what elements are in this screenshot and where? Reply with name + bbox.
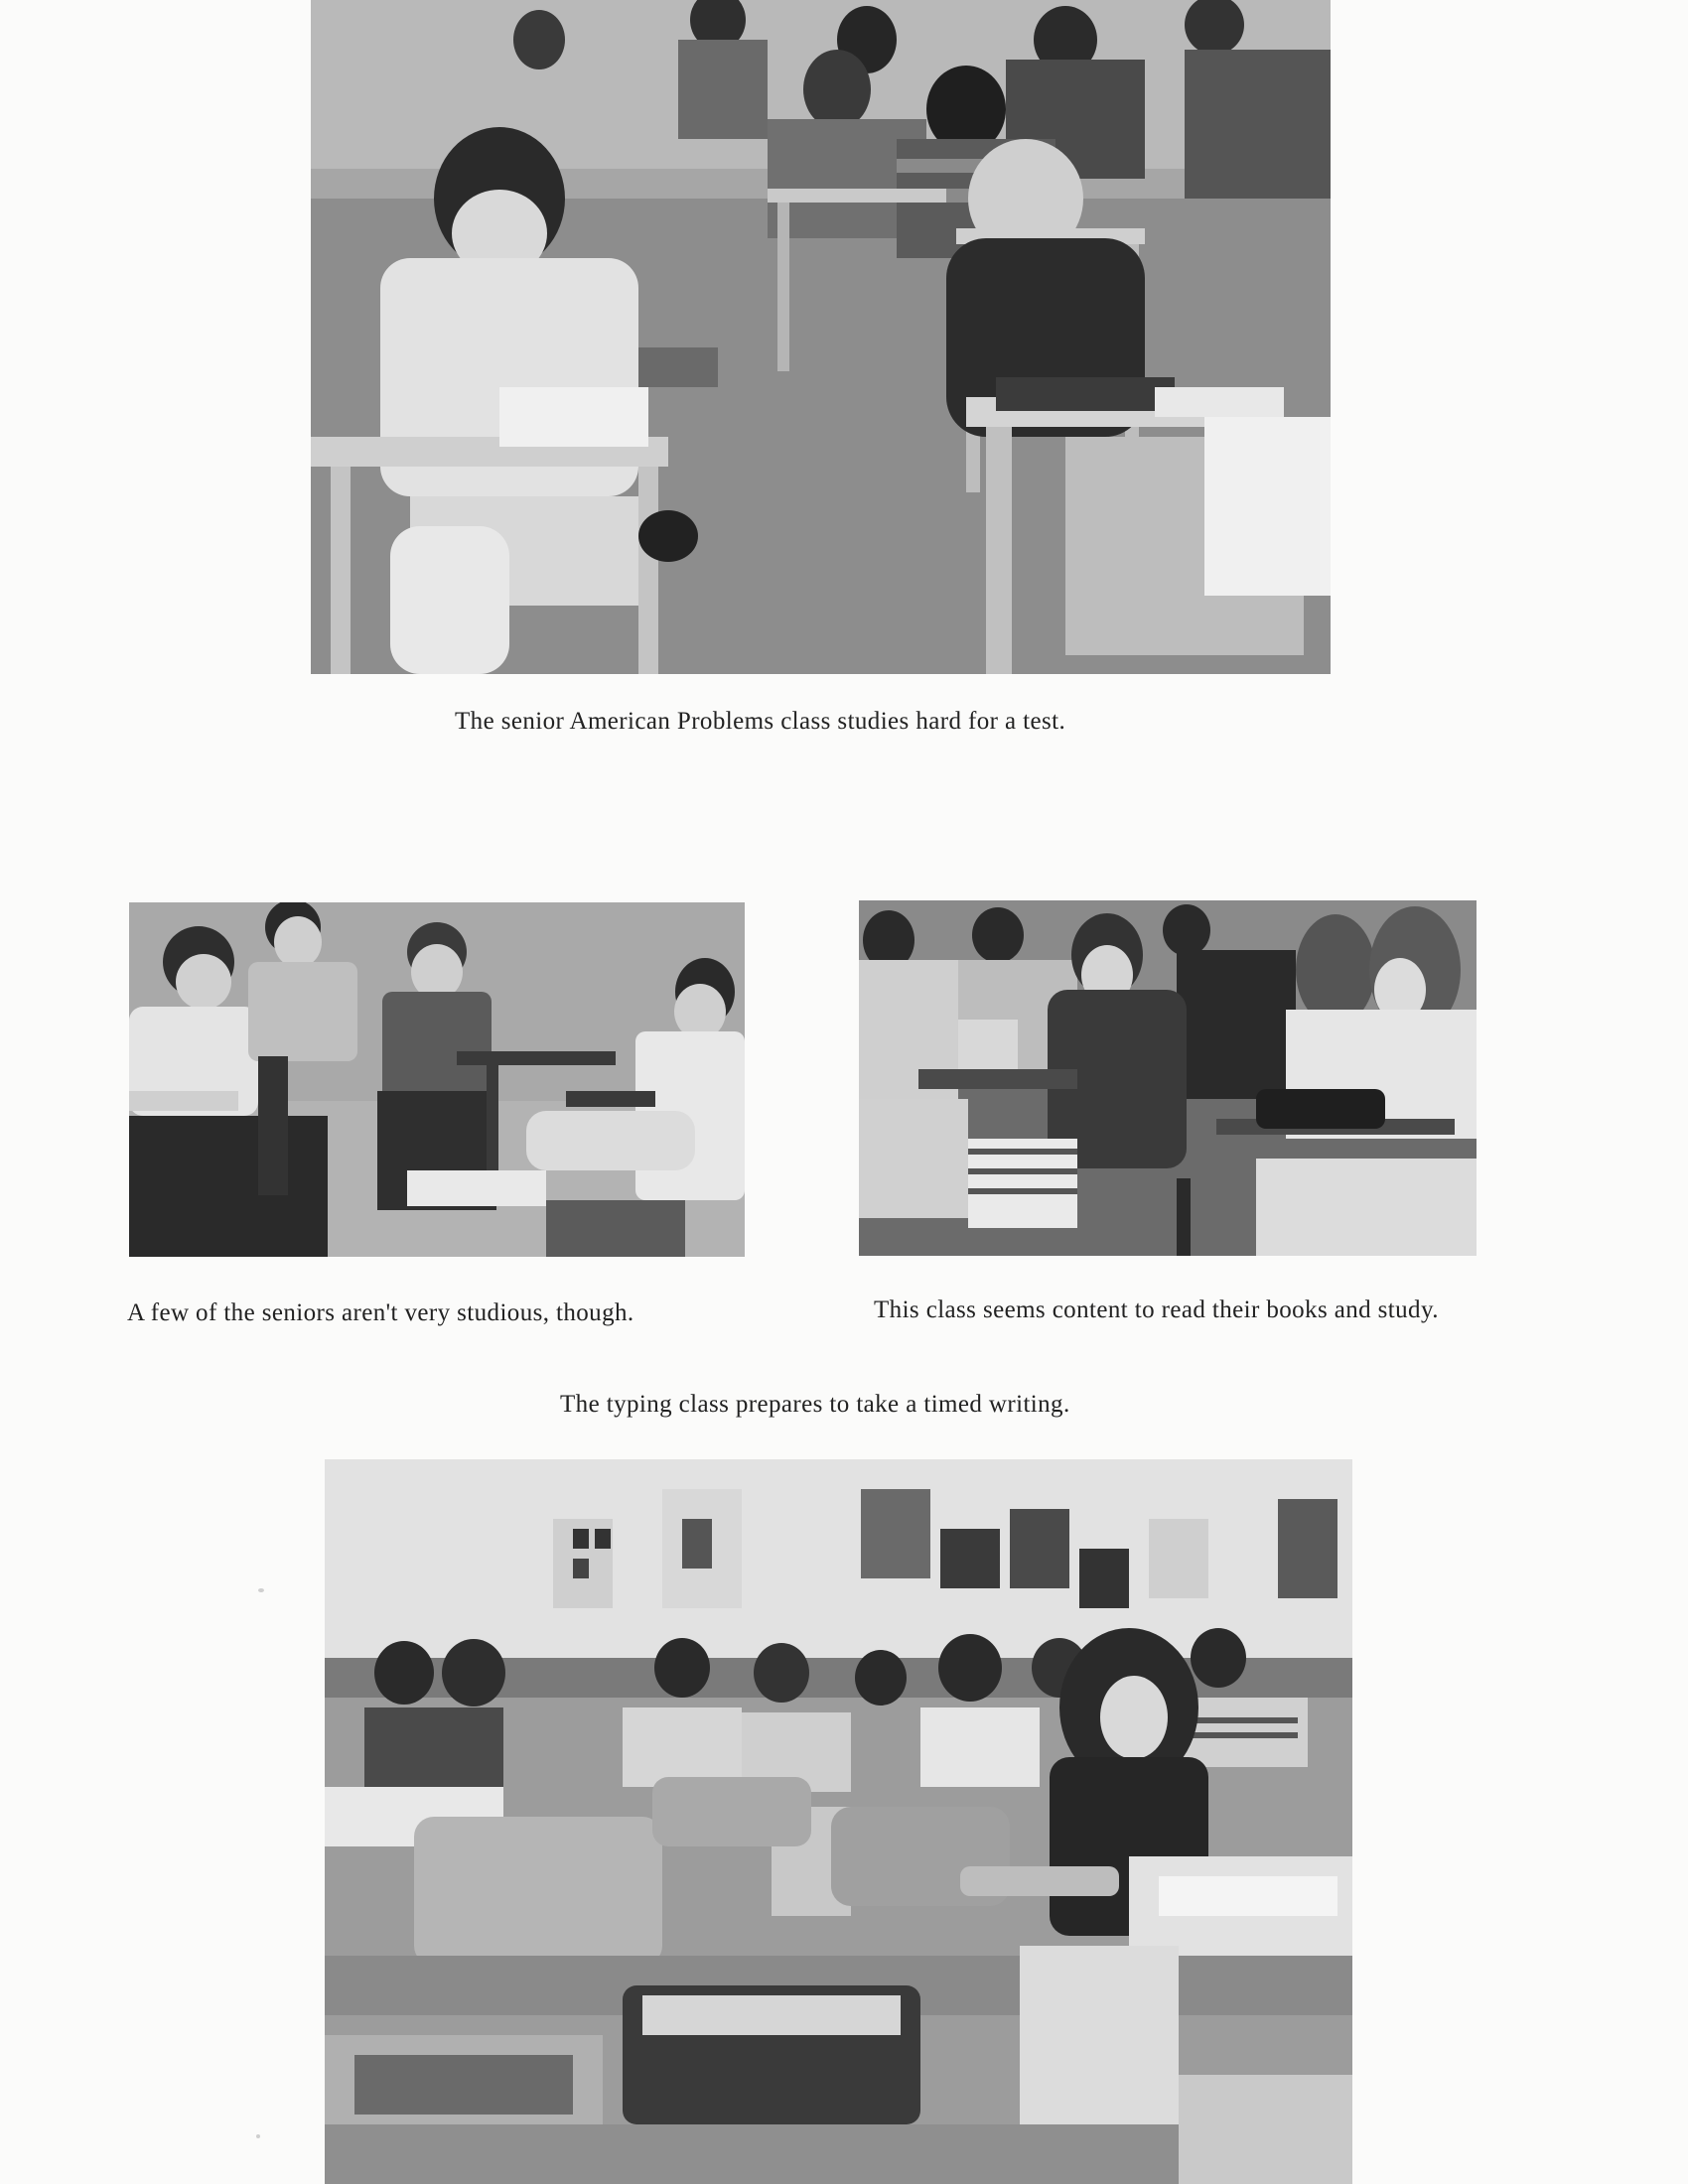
photo-typing-class [325, 1459, 1352, 2184]
caption-american-problems-class: The senior American Problems class studies hard for a test. [455, 708, 1066, 735]
photo-american-problems-class [311, 0, 1331, 674]
photo-class-reading [859, 900, 1477, 1256]
caption-seniors-not-studious: A few of the seniors aren't very studious, though. [127, 1299, 634, 1326]
scan-speck [258, 1588, 264, 1592]
photo-seniors-not-studious [129, 902, 745, 1257]
caption-class-reading: This class seems content to read their books and study. [874, 1297, 1439, 1323]
scan-speck [256, 2134, 260, 2138]
caption-typing-class: The typing class prepares to take a timed writing. [560, 1391, 1070, 1418]
